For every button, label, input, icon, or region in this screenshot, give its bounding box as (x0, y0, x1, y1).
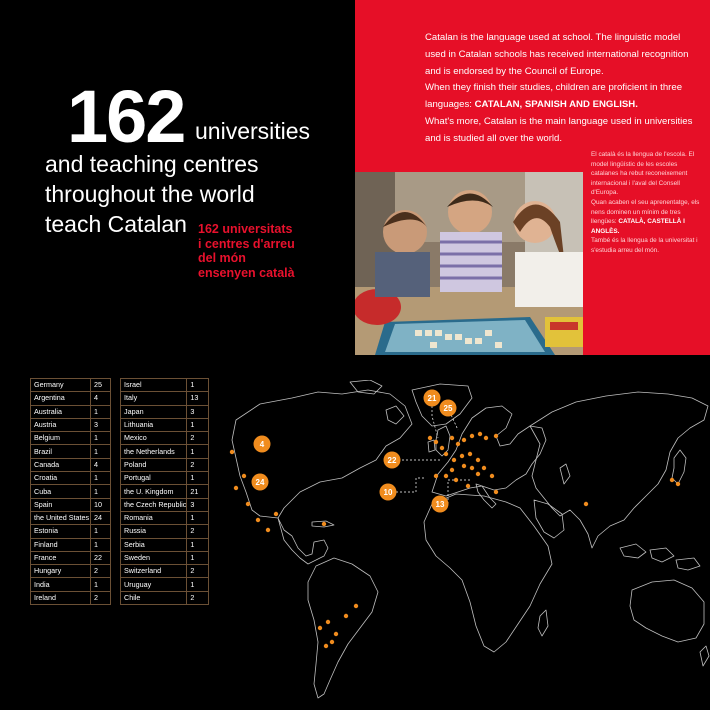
country-name: Finland (31, 538, 91, 551)
country-table-left (30, 378, 111, 605)
country-count: 1 (91, 485, 111, 498)
country-name: Estonia (31, 525, 91, 538)
map-count-label (380, 484, 397, 501)
country-row (31, 392, 111, 405)
country-name: Belgium (31, 432, 91, 445)
country-count: 1 (187, 418, 209, 431)
country-count: 1 (91, 525, 111, 538)
classroom-photo (355, 172, 583, 355)
country-name: the United States (31, 511, 91, 524)
country-name: the Czech Republic (121, 498, 187, 511)
map-count-value: 24 (255, 478, 265, 487)
country-count: 1 (187, 379, 209, 392)
english-paragraph (425, 30, 695, 148)
country-count: 3 (91, 418, 111, 431)
map-count-value: 10 (383, 488, 393, 497)
country-name: Croatia (31, 472, 91, 485)
headline-number: 162 (67, 75, 185, 158)
red-panel (355, 0, 710, 355)
country-count: 24 (91, 511, 111, 524)
map-count-label (424, 390, 441, 407)
country-row (121, 472, 209, 485)
country-count: 21 (187, 485, 209, 498)
english-text-p1: Catalan is the language used at school. The linguistic model used in Catalan schools has received international recognition and is endorsed by the Council of Europe. (425, 32, 689, 77)
country-name: Spain (31, 498, 91, 511)
country-row (121, 525, 209, 538)
country-row (121, 498, 209, 511)
country-name: Uruguay (121, 578, 187, 591)
country-row (121, 551, 209, 564)
country-name: Brazil (31, 445, 91, 458)
country-count: 4 (91, 392, 111, 405)
country-count: 3 (187, 498, 209, 511)
country-row (121, 379, 209, 392)
country-count: 1 (91, 445, 111, 458)
country-row (121, 565, 209, 578)
country-count: 1 (91, 405, 111, 418)
map-count-label (254, 436, 271, 453)
country-row (31, 405, 111, 418)
headline-line: throughout the world (45, 181, 255, 207)
catalan-text-p2-lead: Quan acaben el seu aprenentatge, els nens dominen un mínim de tres llengües: (591, 198, 700, 226)
country-count: 1 (187, 551, 209, 564)
country-count: 1 (91, 472, 111, 485)
country-count: 1 (187, 578, 209, 591)
country-row (31, 485, 111, 498)
catalan-paragraph (591, 150, 703, 256)
country-count: 2 (187, 525, 209, 538)
country-row (121, 578, 209, 591)
country-name: Serbia (121, 538, 187, 551)
country-count: 2 (187, 565, 209, 578)
country-count: 2 (187, 432, 209, 445)
country-row (31, 418, 111, 431)
catalan-title-line: del món (198, 251, 246, 265)
country-row (31, 525, 111, 538)
country-row (121, 445, 209, 458)
university-dots (230, 432, 680, 648)
country-row (31, 538, 111, 551)
country-count: 2 (187, 591, 209, 604)
country-row (31, 565, 111, 578)
catalan-title (198, 222, 318, 280)
country-row (31, 551, 111, 564)
country-row (121, 418, 209, 431)
english-text-p2-bold: CATALAN, SPANISH AND ENGLISH. (474, 99, 638, 111)
country-count: 3 (187, 405, 209, 418)
country-name: Lithuania (121, 418, 187, 431)
country-row (121, 432, 209, 445)
headline-line: teach Catalan (45, 211, 187, 237)
country-name: Switzerland (121, 565, 187, 578)
country-count: 1 (91, 538, 111, 551)
country-row (121, 392, 209, 405)
country-name: Russia (121, 525, 187, 538)
country-row (31, 458, 111, 471)
country-name: France (31, 551, 91, 564)
country-name: Canada (31, 458, 91, 471)
country-count: 2 (91, 591, 111, 604)
catalan-title-line: ensenyen català (198, 265, 295, 280)
country-name: India (31, 578, 91, 591)
country-count: 1 (91, 432, 111, 445)
country-row (121, 591, 209, 604)
country-row (31, 498, 111, 511)
country-name: Portugal (121, 472, 187, 485)
country-row (31, 379, 111, 392)
country-count: 1 (187, 511, 209, 524)
country-row (31, 432, 111, 445)
country-row (31, 472, 111, 485)
country-count: 10 (91, 498, 111, 511)
country-count: 1 (187, 445, 209, 458)
country-count: 22 (91, 551, 111, 564)
map-count-value: 21 (427, 394, 437, 403)
country-count: 2 (91, 565, 111, 578)
country-row (31, 578, 111, 591)
country-name: Israel (121, 379, 187, 392)
country-count: 25 (91, 379, 111, 392)
english-text-p3: What's more, Catalan is the main language used in universities and is studied all over the world. (425, 115, 693, 144)
catalan-title-line: 162 universitats (198, 222, 293, 236)
country-count: 4 (91, 458, 111, 471)
country-name: Mexico (121, 432, 187, 445)
country-row (121, 511, 209, 524)
headline-line: and teaching centres (45, 151, 259, 177)
map-outline (232, 380, 709, 698)
country-table-right (120, 378, 209, 605)
country-row (31, 445, 111, 458)
country-name: Australia (31, 405, 91, 418)
country-count: 1 (187, 538, 209, 551)
country-name: Germany (31, 379, 91, 392)
country-name: Hungary (31, 565, 91, 578)
country-name: Poland (121, 458, 187, 471)
country-row (121, 538, 209, 551)
country-name: Austria (31, 418, 91, 431)
country-name: the U. Kingdom (121, 485, 187, 498)
catalan-text-p2 (591, 198, 703, 236)
country-name: Italy (121, 392, 187, 405)
map-count-value: 13 (435, 500, 445, 509)
country-row (31, 511, 111, 524)
country-row (121, 405, 209, 418)
catalan-title-line: i centres d'arreu (198, 236, 295, 251)
map-labels (252, 390, 457, 513)
country-row (121, 485, 209, 498)
country-name: Ireland (31, 591, 91, 604)
catalan-text-p2-bold: CATALÀ, CASTELLÀ I ANGLÈS. (591, 218, 685, 235)
world-map (200, 380, 710, 710)
map-count-label (440, 400, 457, 417)
country-name: Cuba (31, 485, 91, 498)
catalan-text-p3: També és la llengua de la universitat i s'estudia arreu del món. (591, 237, 698, 254)
country-name: Romania (121, 511, 187, 524)
map-count-value: 4 (259, 440, 265, 449)
country-count: 13 (187, 392, 209, 405)
country-row (31, 591, 111, 604)
country-name: Sweden (121, 551, 187, 564)
country-name: Argentina (31, 392, 91, 405)
country-row (121, 458, 209, 471)
map-count-label (384, 452, 401, 469)
catalan-text-p1: El català és la llengua de l'escola. El model lingüístic de les escoles catalanes ha rebut reconeixement internacional i l'aval del Consell d'Europa. (591, 151, 695, 197)
map-count-label (252, 474, 269, 491)
map-count-value: 25 (443, 404, 453, 413)
country-name: Japan (121, 405, 187, 418)
map-count-label (432, 496, 449, 513)
headline-suffix: universities (195, 118, 311, 144)
country-name: Chile (121, 591, 187, 604)
map-count-value: 22 (387, 456, 397, 465)
country-count: 1 (187, 472, 209, 485)
country-count: 1 (91, 578, 111, 591)
country-name: the Netherlands (121, 445, 187, 458)
english-text-p2-lead: When they finish their studies, children are proficient in three languages: (425, 82, 683, 111)
english-text-p2 (425, 80, 695, 114)
country-count: 2 (187, 458, 209, 471)
